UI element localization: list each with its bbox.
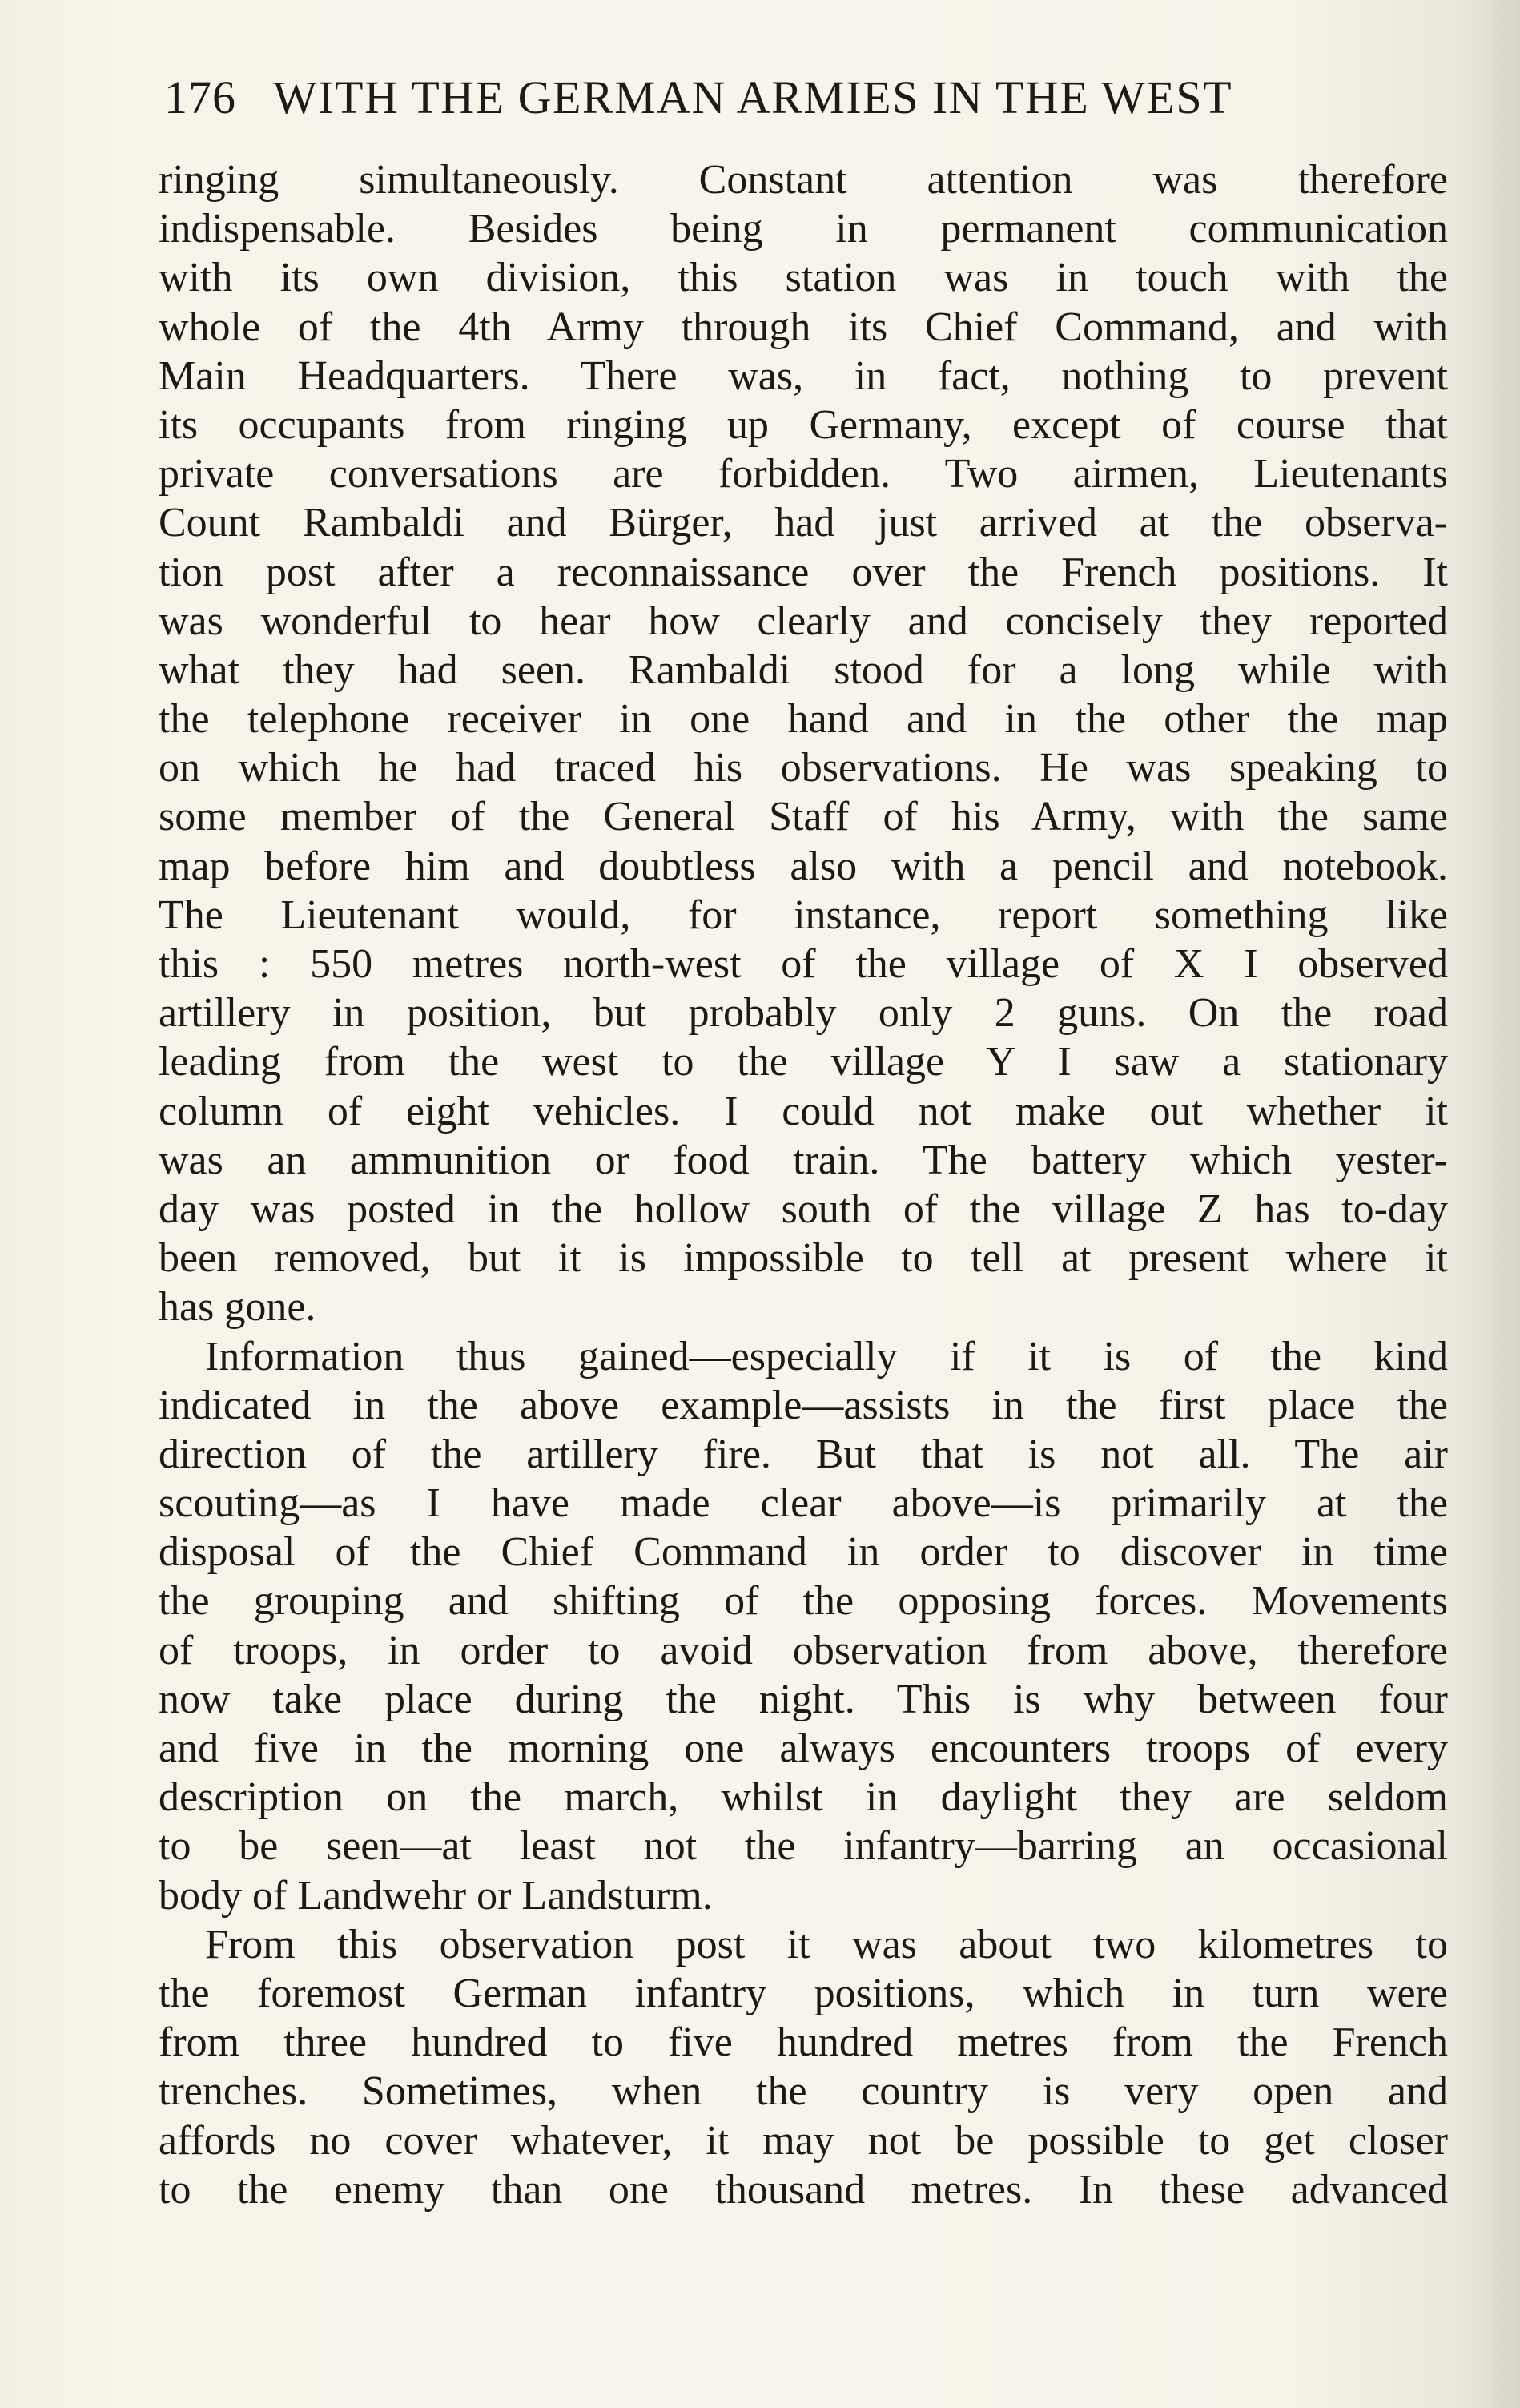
text-line: was wonderful to hear how clearly and concisely they reported bbox=[159, 598, 1448, 644]
text-line: trenches. Sometimes, when the country is very open and bbox=[159, 2068, 1448, 2115]
text-line: description on the march, whilst in daylight they are seldom bbox=[159, 1774, 1448, 1821]
text-line: to be seen—at least not the infantry—barring an occasional bbox=[159, 1823, 1448, 1870]
text-line: with its own division, this station was in touch with the bbox=[159, 255, 1448, 301]
text-line: this : 550 metres north-west of the village of X I observed bbox=[159, 941, 1448, 987]
text-line: Count Rambaldi and Bürger, had just arrived at the observa- bbox=[159, 500, 1448, 546]
body-text bbox=[159, 155, 1448, 2214]
text-line: indispensable. Besides being in permanent communication bbox=[159, 206, 1448, 252]
text-line: whole of the 4th Army through its Chief Command, and with bbox=[159, 304, 1448, 350]
text-line: and five in the morning one always encounters troops of every bbox=[159, 1725, 1448, 1771]
text-line: its occupants from ringing up Germany, except of course that bbox=[159, 401, 1448, 448]
text-line: the telephone receiver in one hand and in the other the map bbox=[159, 696, 1448, 743]
text-line: the foremost German infantry positions, which in turn were bbox=[159, 1970, 1448, 2016]
text-line: tion post after a reconnaissance over the French positions. It bbox=[159, 549, 1448, 595]
text-line: From this observation post it was about two kilometres to bbox=[205, 1921, 1448, 1967]
text-line: affords no cover whatever, it may not be possible to get closer bbox=[159, 2117, 1448, 2164]
text-line: has gone. bbox=[159, 1284, 316, 1331]
text-line: now take place during the night. This is why between four bbox=[159, 1676, 1448, 1722]
text-line: column of eight vehicles. I could not make out whether it bbox=[159, 1088, 1448, 1134]
text-line: body of Landwehr or Landsturm. bbox=[159, 1872, 713, 1919]
text-line: The Lieutenant would, for instance, report something like bbox=[159, 892, 1448, 938]
text-line: day was posted in the hollow south of the village Z has to-day bbox=[159, 1186, 1448, 1232]
text-line: indicated in the above example—assists in the first place the bbox=[159, 1382, 1448, 1428]
text-line: from three hundred to five hundred metres from the French bbox=[159, 2019, 1448, 2066]
text-line: leading from the west to the village Y I saw a stationary bbox=[159, 1039, 1448, 1085]
text-line: what they had seen. Rambaldi stood for a long while with bbox=[159, 646, 1448, 693]
text-line: private conversations are forbidden. Two airmen, Lieutenants bbox=[159, 451, 1448, 497]
text-line: map before him and doubtless also with a pencil and notebook. bbox=[159, 843, 1448, 889]
text-line: scouting—as I have made clear above—is primarily at the bbox=[159, 1480, 1448, 1527]
running-title: WITH THE GERMAN ARMIES IN THE WEST bbox=[273, 71, 1233, 123]
text-line: of troops, in order to avoid observation from above, therefore bbox=[159, 1627, 1448, 1673]
text-line: Information thus gained—especially if it is of the kind bbox=[205, 1333, 1448, 1379]
text-line: to the enemy than one thousand metres. In these advanced bbox=[159, 2166, 1448, 2213]
page-number: 176 bbox=[164, 71, 236, 123]
text-line: on which he had traced his observations. He was speaking to bbox=[159, 745, 1448, 791]
text-line: direction of the artillery fire. But that is not all. The air bbox=[159, 1431, 1448, 1477]
text-line: Main Headquarters. There was, in fact, nothing to prevent bbox=[159, 352, 1448, 399]
text-line: ringing simultaneously. Constant attention was therefore bbox=[159, 157, 1448, 203]
text-line: artillery in position, but probably only 2 guns. On the road bbox=[159, 990, 1448, 1037]
text-line: some member of the General Staff of his Army, with the same bbox=[159, 794, 1448, 840]
text-line: disposal of the Chief Command in order to discover in time bbox=[159, 1529, 1448, 1576]
text-line: was an ammunition or food train. The battery which yester- bbox=[159, 1137, 1448, 1183]
text-line: been removed, but it is impossible to tell at present where it bbox=[159, 1235, 1448, 1282]
running-head bbox=[164, 70, 1365, 124]
text-line: the grouping and shifting of the opposing forces. Movements bbox=[159, 1578, 1448, 1625]
